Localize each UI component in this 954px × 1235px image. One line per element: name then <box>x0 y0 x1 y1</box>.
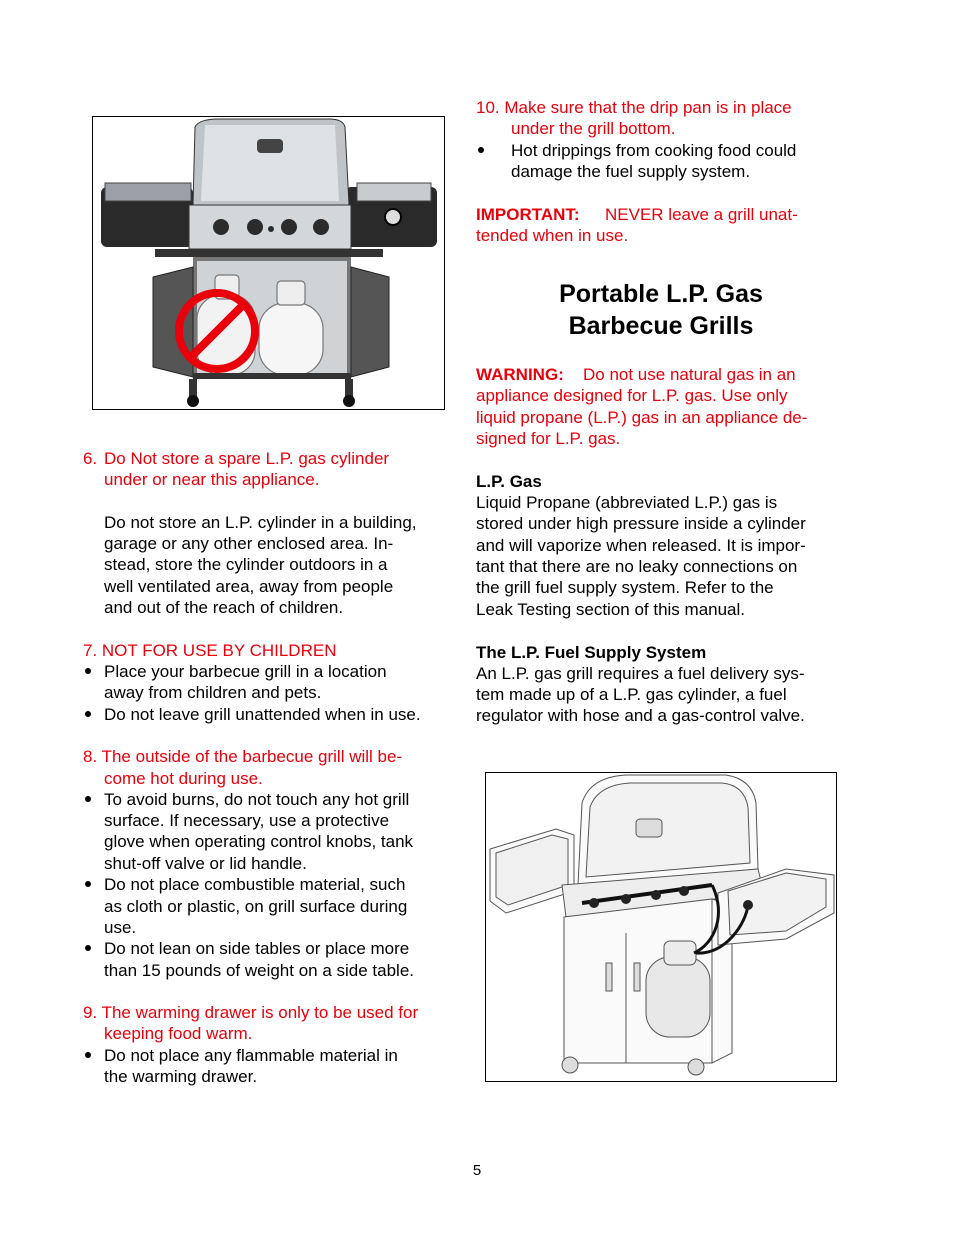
warning-text-2: appliance designed for L.P. gas. Use only <box>476 386 788 405</box>
page-number: 5 <box>472 1162 482 1179</box>
important-text-1: NEVER leave a grill unat- <box>605 205 798 224</box>
lp-gas-body-6: Leak Testing section of this manual. <box>476 600 746 619</box>
item7-bullet1-2: away from children and pets. <box>104 683 322 702</box>
item6-body-1: Do not store an L.P. cylinder in a building, <box>104 513 417 532</box>
item6-head-2: under or near this appliance. <box>104 470 320 489</box>
item8-b1-2: surface. If necessary, use a protective <box>104 811 390 830</box>
item8-b2-3: use. <box>104 918 137 937</box>
item6-body-5: and out of the reach of children. <box>104 598 344 617</box>
item10-head-2: under the grill bottom. <box>511 119 676 138</box>
warning-label: WARNING: <box>476 365 564 384</box>
item9-b1-1: Do not place any flammable material in <box>104 1046 398 1065</box>
item8-b3-2: than 15 pounds of weight on a side table. <box>104 961 415 980</box>
item8-b2-2: as cloth or plastic, on grill surface during <box>104 897 408 916</box>
section-title-1: Portable L.P. Gas <box>559 280 763 308</box>
item7-bullet2: Do not leave grill unattended when in use. <box>104 705 421 724</box>
fuel-supply-heading: The L.P. Fuel Supply System <box>476 643 707 662</box>
section-title-2: Barbecue Grills <box>568 312 754 340</box>
lp-gas-body-2: stored under high pressure inside a cylinder <box>476 514 806 533</box>
warning-text-4: signed for L.P. gas. <box>476 429 621 448</box>
item9-head-2: keeping food warm. <box>104 1024 253 1043</box>
bullet-icon <box>85 668 91 674</box>
item8-b2-1: Do not place combustible material, such <box>104 875 406 894</box>
bullet-icon <box>478 147 484 153</box>
bullet-icon <box>85 1052 91 1058</box>
grill-fuel-system-illustration <box>486 773 836 1081</box>
item8-b1-1: To avoid burns, do not touch any hot grill <box>104 790 410 809</box>
item6-body-3: stead, store the cylinder outdoors in a <box>104 555 388 574</box>
fuel-supply-body-1: An L.P. gas grill requires a fuel delivery sys- <box>476 664 805 683</box>
item10-b1-1: Hot drippings from cooking food could <box>511 141 797 160</box>
figure-grill-fuel-system <box>485 772 837 1082</box>
item6-head-1: Do Not store a spare L.P. gas cylinder <box>104 449 390 468</box>
fuel-supply-body-3: regulator with hose and a gas-control valve. <box>476 706 805 725</box>
item10-b1-2: damage the fuel supply system. <box>511 162 751 181</box>
item7-bullet1-1: Place your barbecue grill in a location <box>104 662 387 681</box>
bullet-icon <box>85 881 91 887</box>
bullet-icon <box>85 796 91 802</box>
warning-text-3: liquid propane (L.P.) gas in an appliance de- <box>476 408 808 427</box>
item8-b1-4: shut-off valve or lid handle. <box>104 854 307 873</box>
item6-body-2: garage or any other enclosed area. In- <box>104 534 394 553</box>
item6-number: 6. <box>83 449 98 468</box>
item6-body-4: well ventilated area, away from people <box>104 577 394 596</box>
warning-text-1: Do not use natural gas in an <box>583 365 796 384</box>
lp-gas-heading: L.P. Gas <box>476 472 542 491</box>
item9-head-1: 9. The warming drawer is only to be used for <box>83 1003 419 1022</box>
item10-head-1: 10. Make sure that the drip pan is in place <box>476 98 792 117</box>
important-text-2: tended when in use. <box>476 226 629 245</box>
item7-heading: 7. NOT FOR USE BY CHILDREN <box>83 641 337 660</box>
lp-gas-body-3: and will vaporize when released. It is impor- <box>476 536 806 555</box>
item8-b3-1: Do not lean on side tables or place more <box>104 939 410 958</box>
item9-b1-2: the warming drawer. <box>104 1067 258 1086</box>
item8-b1-3: glove when operating control knobs, tank <box>104 832 414 851</box>
fuel-supply-body-2: tem made up of a L.P. gas cylinder, a fuel <box>476 685 787 704</box>
figure-grill-spare-cylinder <box>92 116 445 410</box>
bullet-icon <box>85 945 91 951</box>
grill-spare-cylinder-illustration <box>93 117 444 409</box>
lp-gas-body-1: Liquid Propane (abbreviated L.P.) gas is <box>476 493 778 512</box>
lp-gas-body-4: tant that there are no leaky connections on <box>476 557 798 576</box>
item8-head-2: come hot during use. <box>104 769 263 788</box>
bullet-icon <box>85 711 91 717</box>
important-label: IMPORTANT: <box>476 205 580 224</box>
item8-head-1: 8. The outside of the barbecue grill will be- <box>83 747 403 766</box>
lp-gas-body-5: the grill fuel supply system. Refer to the <box>476 578 774 597</box>
